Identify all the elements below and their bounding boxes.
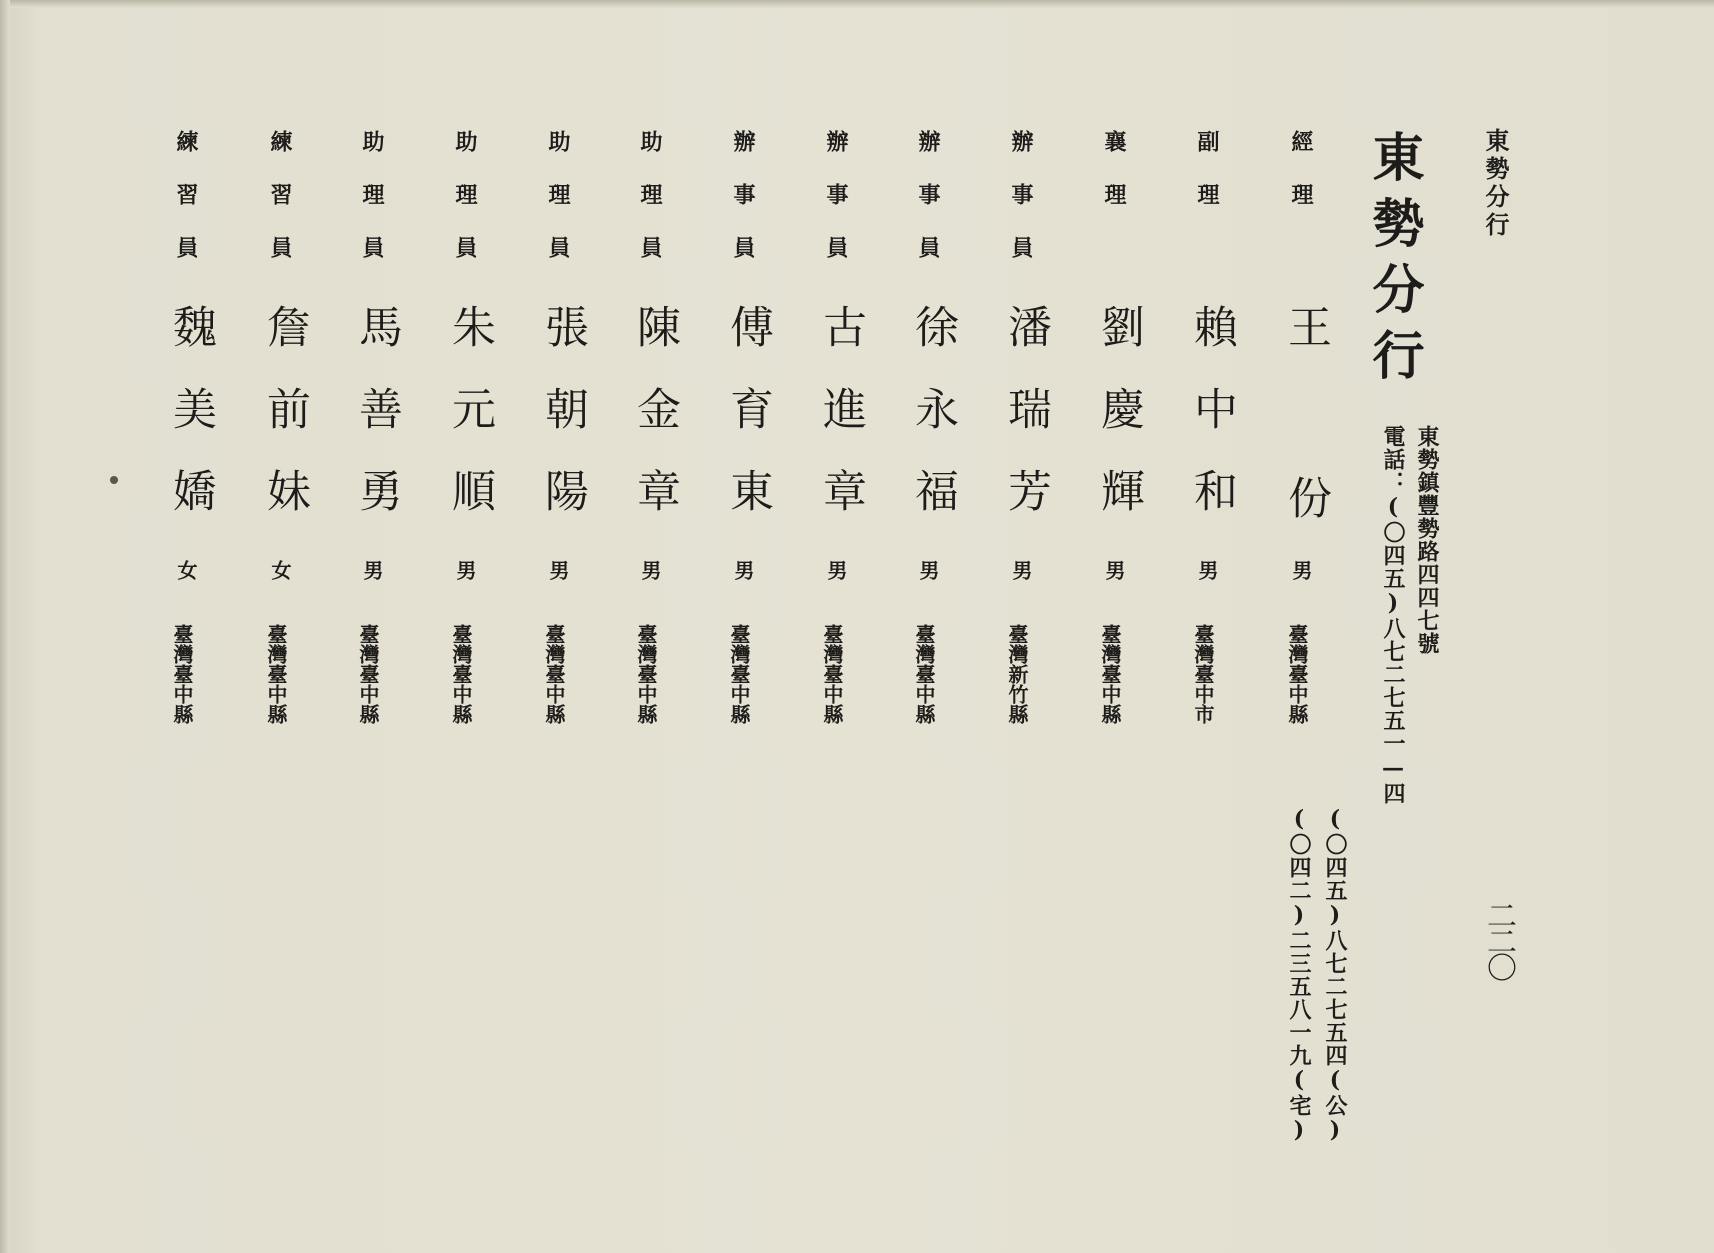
staff-title: 辦事員	[823, 130, 849, 289]
staff-title: 助理員	[545, 130, 571, 289]
staff-sex: 男	[453, 560, 477, 580]
staff-origin: 臺灣臺中縣	[727, 624, 751, 724]
staff-title: 辦事員	[1008, 130, 1034, 289]
staff-origin: 臺灣臺中縣	[1285, 624, 1309, 724]
staff-origin: 臺灣臺中市	[1191, 624, 1215, 724]
staff-name: 王 份	[1280, 304, 1331, 557]
staff-sex: 男	[1195, 560, 1219, 580]
staff-title: 辦事員	[915, 130, 941, 289]
ink-speck	[110, 476, 118, 484]
staff-sex: 男	[638, 560, 662, 580]
staff-name: 詹前妹	[259, 304, 310, 550]
staff-origin: 臺灣臺中縣	[1098, 624, 1122, 724]
staff-title: 練習員	[173, 130, 199, 289]
staff-sex: 男	[360, 560, 384, 580]
staff-origin: 臺灣臺中縣	[449, 624, 473, 724]
branch-name: 東勢分行	[1363, 130, 1424, 394]
staff-name: 魏美嬌	[165, 304, 216, 550]
staff-title: 助理員	[452, 130, 478, 289]
staff-sex: 男	[731, 560, 755, 580]
staff-origin: 臺灣新竹縣	[1005, 624, 1029, 724]
staff-name: 古進章	[815, 304, 866, 550]
branch-phone-line-2: (〇四五)八七二七五四(公)	[1322, 806, 1348, 1144]
staff-sex: 男	[1289, 560, 1313, 580]
staff-name: 張朝陽	[537, 304, 588, 550]
staff-sex: 男	[546, 560, 570, 580]
staff-name: 陳金章	[629, 304, 680, 550]
staff-origin: 臺灣臺中縣	[264, 624, 288, 724]
staff-origin: 臺灣臺中縣	[820, 624, 844, 724]
staff-origin: 臺灣臺中縣	[170, 624, 194, 724]
staff-name: 徐永福	[907, 304, 958, 550]
staff-origin: 臺灣臺中縣	[542, 624, 566, 724]
running-head: 東勢分行	[1481, 128, 1510, 240]
branch-address: 東勢鎮豐勢路四四七號	[1414, 425, 1440, 655]
branch-phone-line-3: (〇四二)二三五八一九(宅)	[1286, 806, 1312, 1144]
staff-name: 傅育東	[722, 304, 773, 550]
staff-title: 襄理	[1101, 130, 1127, 236]
staff-sex: 女	[174, 560, 198, 580]
staff-sex: 男	[1102, 560, 1126, 580]
page-number: 二二〇	[1481, 900, 1516, 978]
branch-phone-line-1: 電話：(〇四五)八七二七五一—四	[1380, 425, 1406, 805]
staff-origin: 臺灣臺中縣	[912, 624, 936, 724]
staff-sex: 女	[268, 560, 292, 580]
staff-sex: 男	[1009, 560, 1033, 580]
staff-sex: 男	[916, 560, 940, 580]
staff-name: 朱元順	[444, 304, 495, 550]
staff-title: 助理員	[359, 130, 385, 289]
staff-sex: 男	[824, 560, 848, 580]
staff-title: 練習員	[267, 130, 293, 289]
staff-title: 副理	[1194, 130, 1220, 236]
staff-origin: 臺灣臺中縣	[634, 624, 658, 724]
staff-name: 馬善勇	[351, 304, 402, 550]
staff-name: 賴中和	[1186, 304, 1237, 550]
staff-title: 助理員	[637, 130, 663, 289]
staff-origin: 臺灣臺中縣	[356, 624, 380, 724]
staff-name: 潘瑞芳	[1000, 304, 1051, 550]
staff-title: 辦事員	[730, 130, 756, 289]
staff-title: 經理	[1288, 130, 1314, 236]
staff-name: 劉慶輝	[1093, 304, 1144, 550]
